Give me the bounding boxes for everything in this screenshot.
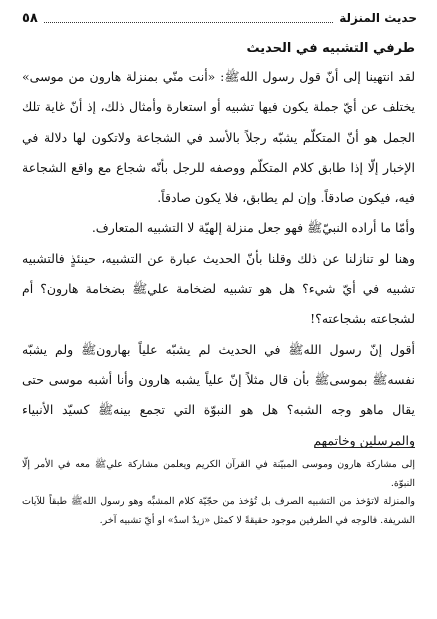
page-header bbox=[22, 8, 417, 28]
paragraph-3: وهنا لو تنازلنا عن ذلك وقلنا بأنّ الحديث عبارة عن التشبيه، حينئذٍ فالتشبيه تشبيه في أيّ شيء؟ هل هو تشبيه لضخامة عليﷺ بضخامة هارون؟ أم لشجاعته بشجاعته؟! bbox=[22, 250, 415, 327]
footnotes bbox=[22, 447, 415, 530]
paragraph-4: أقول إنّ رسول اللهﷺ في الحديث لم يشبّه علياً بهارونﷺ ولم يشبّه نفسهﷺ بموسىﷺ بأن قال مثلاً إنّ علياً يشبه هارون وأنا أشبه موسى حتى يقال ماهو وجه الشبه؟ هل هو النبوّة التي تجمع بينهﷺ كسيّد الأنبياء والمرسلين وخاتمهم bbox=[22, 341, 415, 448]
paragraph-1: لقد انتهينا إلى أنّ قول رسول اللهﷺ: «أنت منّي بمنزلة هارون من موسى» يختلف عن أيّ جملة يكون فيها تشبيه أو استعارة وأمثال ذلك، إذ أنّ غاية تلك الجمل هو أنّ المتكلّم يشبّه رجلاً بالأسد في الشجاعة ولاتكون لها دلالة في الإخبار إلّا إذا طابق كلام المتكلّم ووصفه للرجل بأنّه شجاع مع واقع الشجاعة فيه، فيكون صادقاً. وإن لم يطابق، فلا يكون صادقاً. bbox=[22, 69, 415, 206]
footnote-line: إلى مشاركة هارون وموسى المبيّنة في القرآن الكريم ويعلمن مشاركة عليﷺ معه في الأمر إلّا النبوّة. bbox=[22, 459, 415, 489]
footnote-separator bbox=[315, 447, 415, 448]
page-number: ٥٨ bbox=[22, 10, 38, 26]
main-text bbox=[22, 40, 415, 456]
section-heading: طرفي التشبيه في الحديث bbox=[246, 41, 415, 56]
running-title: حديث المنزلة bbox=[339, 11, 417, 25]
header-dotted-leader bbox=[44, 14, 333, 23]
paragraph-2: وأمّا ما أراده النبيّﷺ فهو جعل منزلة إلهيّة لا التشبيه المتعارف. bbox=[91, 220, 415, 236]
footnote-text bbox=[22, 456, 415, 530]
footnote-line: والمنزلة لاتؤخذ من التشبيه الصرف بل تُؤخذ من حجّيّة كلام المشبِّه وهو رسول اللهﷺ طبقاً للآيات الشريفة. فالوجه في الطرفين موجود حقيقةً لا كمثل «زيدٌ اسدٌ» او أيّ تشبيه آخر. bbox=[22, 496, 415, 526]
